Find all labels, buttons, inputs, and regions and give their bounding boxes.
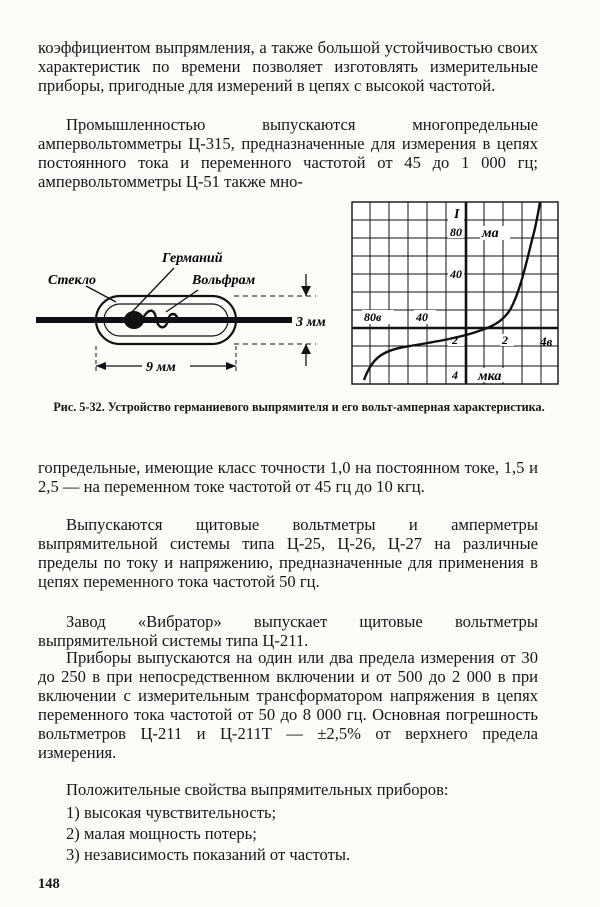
list-item-2: 2) малая мощность потерь; [66, 824, 257, 843]
list-item-3: 3) независимость показаний от частоты. [66, 845, 351, 864]
page-number: 148 [38, 876, 60, 892]
tick-80-volts: 80в [364, 310, 382, 324]
tick-80-ma: 80 [450, 225, 462, 239]
paragraph-5: Завод «Вибратор» выпускает щитовые вольтметры выпрямительной системы типа Ц-211. [38, 612, 538, 650]
ma-unit-label: ма [482, 226, 499, 241]
germanium-crystal [124, 311, 144, 329]
volts-unit-label: 4в [540, 334, 553, 349]
tick-4-mka: 4 [452, 368, 458, 382]
diameter-label: 3 мм [296, 315, 326, 330]
tick-40-volts: 40 [416, 310, 428, 324]
volt-ampere-graph [352, 202, 558, 384]
length-label: 9 мм [146, 360, 176, 375]
tick-2-volts: 2 [502, 333, 508, 347]
rectifier-device-drawing [36, 251, 326, 375]
paragraph-7: Положительные свойства выпрямительных приборов: [66, 780, 449, 799]
tungsten-label: Вольфрам [192, 273, 256, 288]
figure-5-32 [30, 196, 570, 398]
paragraph-2: Промышленностью выпускаются многопредельные ампервольтомметры Ц-315, предназначенные для измерения в цепях постоянного тока и переменного частотой от 45 до 1 000 гц; ампервольтомметры Ц-51 также мно- [38, 115, 538, 191]
paragraph-1: коэффициентом выпрямления, а также большой устойчивостью своих характеристик по времени позволяет изготовлять измерительные приборы, пригодные для измерений в цепях с высокой частотой. [38, 38, 538, 95]
current-axis-label: I [454, 207, 460, 222]
paragraph-3: гопредельные, имеющие класс точности 1,0 на постоянном токе, 1,5 и 2,5 — на переменном токе частотой от 45 гц до 10 кгц. [38, 458, 538, 496]
paragraph-4: Выпускаются щитовые вольтметры и амперметры выпрямительной системы типа Ц-25, Ц-26, Ц-27 на различные пределы по току и напряжению, предназначенные для применения в цепях переменного тока частотой 50 гц. [38, 515, 538, 591]
paragraph-6: Приборы выпускаются на один или два предела измерения от 30 до 250 в при непосредственном включении и от 500 до 2 000 в при включении с измерительным трансформатором напряжения в цепях переменного тока частотой от 50 до 8 000 гц. Основная погрешность вольтметров Ц-211 и Ц-211Т — ±2,5% от верхнего предела измерения. [38, 648, 538, 762]
list-item-1: 1) высокая чувствительность; [66, 803, 277, 822]
mka-unit-label: мка [478, 369, 502, 384]
tick-40-ma: 40 [450, 267, 462, 281]
germanium-label: Германий [162, 251, 223, 266]
tick-2-mka: 2 [452, 333, 458, 347]
figure-caption: Рис. 5-32. Устройство германиевого выпрямителя и его вольт-амперная характеристика. [53, 400, 545, 414]
glass-label: Стекло [48, 273, 97, 288]
